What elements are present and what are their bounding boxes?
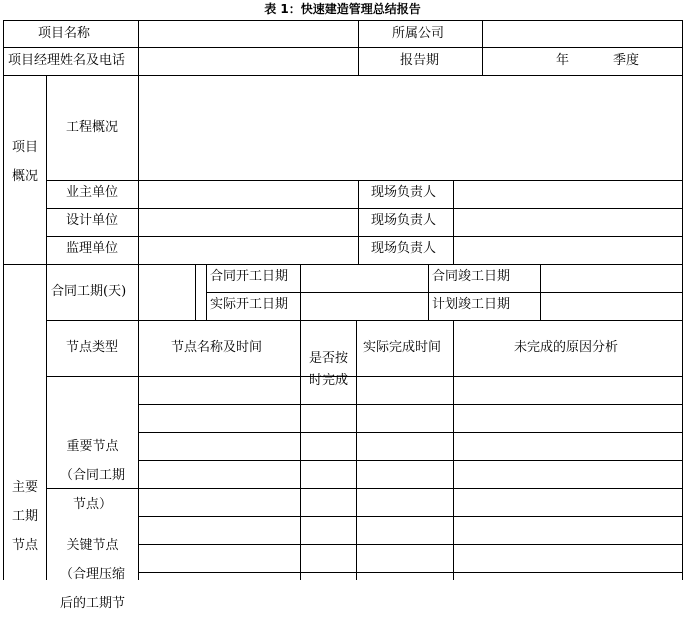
important-node-label: 重要节点 （合同工期 节点） xyxy=(59,439,125,512)
report-title: 表 1：快速建造管理总结报告 xyxy=(264,2,421,16)
planned-end-label: 计划竣工日期 xyxy=(432,297,511,312)
year-label: 年 xyxy=(556,53,570,68)
node-name-time-header: 节点名称及时间 xyxy=(171,340,263,355)
supervision-site-manager-label: 现场负责人 xyxy=(371,241,437,256)
manager-field[interactable] xyxy=(139,48,358,75)
key-node-label: 关键节点 （合理压缩 后的工期节 xyxy=(59,538,125,611)
owner-site-manager-label: 现场负责人 xyxy=(371,185,437,200)
design-label: 设计单位 xyxy=(66,213,119,228)
contract-end-label: 合同竣工日期 xyxy=(432,269,511,284)
on-time-header: 是否按 时完成 xyxy=(308,351,348,388)
quarter-label: 季度 xyxy=(613,53,640,68)
project-name-field[interactable] xyxy=(139,21,358,47)
company-field[interactable] xyxy=(483,21,682,47)
supervision-label: 监理单位 xyxy=(66,241,119,256)
contract-period-label: 合同工期(天) xyxy=(51,284,127,299)
node-type-header: 节点类型 xyxy=(66,340,119,355)
overview-section-label: 项目 概况 xyxy=(11,140,38,184)
project-overview-label: 工程概况 xyxy=(66,120,119,135)
project-overview-field[interactable] xyxy=(139,76,682,180)
actual-completion-header: 实际完成时间 xyxy=(363,340,442,355)
owner-label: 业主单位 xyxy=(66,185,119,200)
contract-start-label: 合同开工日期 xyxy=(210,269,289,284)
company-label: 所属公司 xyxy=(392,26,445,41)
reason-header: 未完成的原因分析 xyxy=(514,340,619,355)
design-site-manager-label: 现场负责人 xyxy=(371,213,437,228)
manager-label: 项目经理姓名及电话 xyxy=(8,53,126,68)
report-period-label: 报告期 xyxy=(400,53,440,68)
report-form xyxy=(0,18,685,611)
schedule-section-label: 主要 工期 节点 xyxy=(11,480,38,553)
actual-start-label: 实际开工日期 xyxy=(210,297,289,312)
project-name-label: 项目名称 xyxy=(38,26,91,41)
